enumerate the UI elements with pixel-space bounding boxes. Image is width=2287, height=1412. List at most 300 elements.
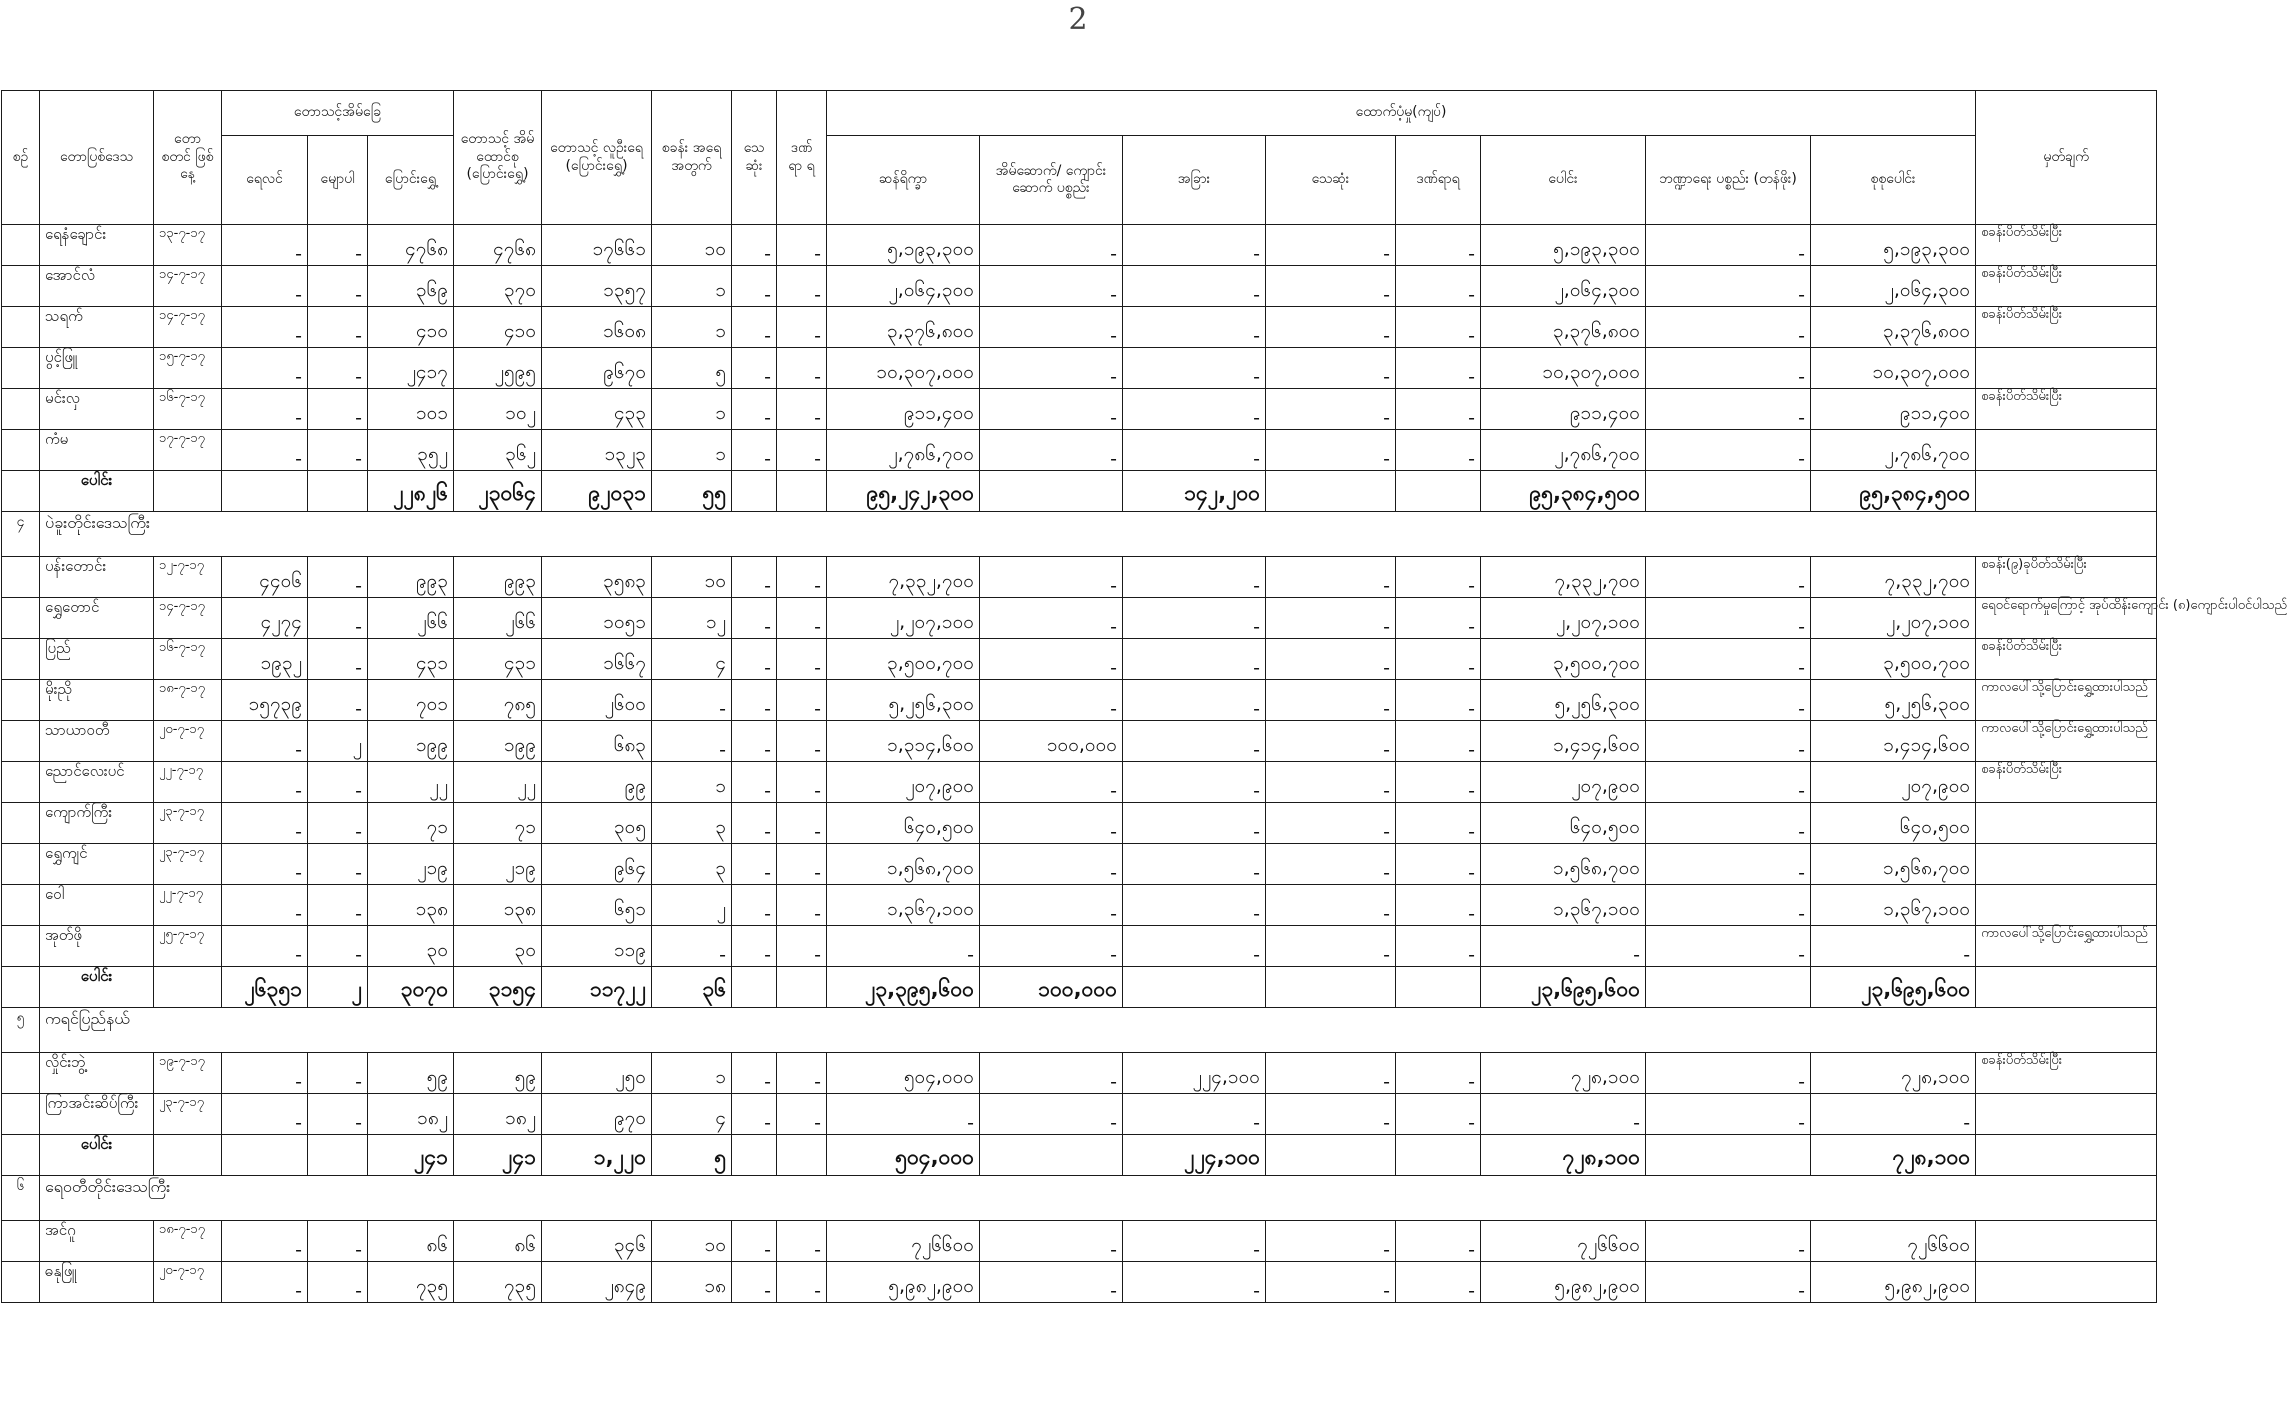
- table-row: [2, 348, 2157, 389]
- cell-a1: ၅၀၄,၀၀၀: [827, 1053, 980, 1094]
- cell-c8: -: [777, 639, 827, 680]
- col-area: တောပြစ်ဒေသ: [40, 91, 154, 225]
- cell-a3: -: [1123, 1221, 1266, 1262]
- total-c6: ၅: [652, 1135, 732, 1176]
- total-c8: [777, 1135, 827, 1176]
- row-remark: [1976, 1094, 2157, 1135]
- cell-c1: -: [222, 389, 308, 430]
- total-a8: ၇၂၈,၁၀၀: [1811, 1135, 1976, 1176]
- col-a: ရေလင်: [222, 136, 308, 225]
- cell-a2: -: [980, 639, 1123, 680]
- relief-table: [1, 90, 2287, 1303]
- row-no: [2, 389, 40, 430]
- cell-a5: -: [1396, 307, 1481, 348]
- cell-a7: -: [1646, 1053, 1811, 1094]
- cell-c2: -: [308, 598, 368, 639]
- cell-a3: -: [1123, 803, 1266, 844]
- row-no: [2, 266, 40, 307]
- row-remark: စခန်းပိတ်သိမ်းပြီး: [1976, 639, 2157, 680]
- total-a2: [980, 471, 1123, 512]
- cell-a1: ၅,၂၅၆,၃၀၀: [827, 680, 980, 721]
- row-no: [2, 885, 40, 926]
- cell-c4: ၈၆: [454, 1221, 542, 1262]
- cell-c7: -: [732, 1094, 777, 1135]
- cell-c8: -: [777, 803, 827, 844]
- cell-a3: -: [1123, 1094, 1266, 1135]
- cell-c5: ၉၉: [542, 762, 652, 803]
- total-remark: [1976, 967, 2157, 1008]
- row-date: ၁၃-၇-၁၇: [154, 225, 222, 266]
- cell-c2: -: [308, 557, 368, 598]
- cell-c6: -: [652, 926, 732, 967]
- cell-c3: ၁၈၂: [368, 1094, 454, 1135]
- table-row: [2, 1053, 2157, 1094]
- table-row: [2, 225, 2157, 266]
- cell-c7: -: [732, 307, 777, 348]
- row-no: [2, 1053, 40, 1094]
- cell-c4: ၁၉၉: [454, 721, 542, 762]
- col-no: စဉ်: [2, 91, 40, 225]
- cell-a8: ၇၂၆၆၀၀: [1811, 1221, 1976, 1262]
- cell-c7: -: [732, 680, 777, 721]
- cell-c6: ၁၀: [652, 225, 732, 266]
- row-date: ၂၂-၇-၁၇: [154, 885, 222, 926]
- cell-c1: -: [222, 721, 308, 762]
- row-remark: [1976, 430, 2157, 471]
- cell-c6: ၁၂: [652, 598, 732, 639]
- cell-a6: -: [1481, 926, 1646, 967]
- col-aid-sum: ပေါင်း: [1481, 136, 1646, 225]
- table-row: [2, 430, 2157, 471]
- cell-a8: -: [1811, 926, 1976, 967]
- total-c4: ၂၃၀၆၄: [454, 471, 542, 512]
- cell-a8: ၅,၉၈၂,၉၀၀: [1811, 1262, 1976, 1303]
- cell-a7: -: [1646, 307, 1811, 348]
- total-c3: ၂၄၁: [368, 1135, 454, 1176]
- table-row: [2, 926, 2157, 967]
- row-no: [2, 348, 40, 389]
- cell-c4: ၁၃၈: [454, 885, 542, 926]
- cell-c3: ၃၀: [368, 926, 454, 967]
- cell-c8: -: [777, 762, 827, 803]
- cell-c8: -: [777, 307, 827, 348]
- row-area: ပွင့်ဖြူ: [40, 348, 154, 389]
- cell-a8: ၆၄၀,၅၀၀: [1811, 803, 1976, 844]
- row-no: [2, 1094, 40, 1135]
- cell-a5: -: [1396, 1221, 1481, 1262]
- total-label: ပေါင်း: [40, 471, 154, 512]
- cell-c1: -: [222, 803, 308, 844]
- group-title: ကရင်ပြည်နယ်: [40, 1008, 2157, 1053]
- cell-c6: ၁: [652, 307, 732, 348]
- total-c3: ၂၂၈၂၆: [368, 471, 454, 512]
- total-remark: [1976, 471, 2157, 512]
- cell-a1: ၂,၂၀၇,၁၀၀: [827, 598, 980, 639]
- row-remark: [1976, 348, 2157, 389]
- cell-a6: ၃,၃၇၆,၈၀၀: [1481, 307, 1646, 348]
- cell-c2: -: [308, 1262, 368, 1303]
- cell-a1: -: [827, 926, 980, 967]
- cell-a3: ၂၂၄,၁၀၀: [1123, 1053, 1266, 1094]
- cell-c5: ၃၅၈၃: [542, 557, 652, 598]
- cell-c3: ၁၀၁: [368, 389, 454, 430]
- cell-c8: -: [777, 225, 827, 266]
- cell-a3: -: [1123, 885, 1266, 926]
- cell-a6: ၇,၃၃၂,၇၀၀: [1481, 557, 1646, 598]
- table-row: [2, 762, 2157, 803]
- row-date: ၁၈-၇-၁၇: [154, 1221, 222, 1262]
- cell-c2: -: [308, 680, 368, 721]
- cell-a2: -: [980, 307, 1123, 348]
- cell-c4: ၂၅၉၅: [454, 348, 542, 389]
- cell-a8: ၂,၂၀၇,၁၀၀: [1811, 598, 1976, 639]
- cell-a7: -: [1646, 680, 1811, 721]
- total-date: [154, 1135, 222, 1176]
- cell-c8: -: [777, 430, 827, 471]
- row-remark: စခန်း(၉)ခုပိတ်သိမ်းပြီး: [1976, 557, 2157, 598]
- cell-c7: -: [732, 266, 777, 307]
- cell-c1: ၄၄၀၆: [222, 557, 308, 598]
- cell-a5: -: [1396, 803, 1481, 844]
- table-row: [2, 844, 2157, 885]
- cell-c8: -: [777, 389, 827, 430]
- cell-a8: ၇၂၈,၁၀၀: [1811, 1053, 1976, 1094]
- cell-c4: ၇၁: [454, 803, 542, 844]
- row-area: ကျောက်ကြီး: [40, 803, 154, 844]
- total-c2: [308, 1135, 368, 1176]
- cell-a8: ၇,၃၃၂,၇၀၀: [1811, 557, 1976, 598]
- cell-a1: ၂,၇၈၆,၇၀၀: [827, 430, 980, 471]
- table-row: [2, 680, 2157, 721]
- cell-a4: -: [1266, 1262, 1396, 1303]
- cell-c4: ၄၁၀: [454, 307, 542, 348]
- cell-c3: ၂၁၉: [368, 844, 454, 885]
- cell-a5: -: [1396, 680, 1481, 721]
- cell-a4: -: [1266, 266, 1396, 307]
- cell-a7: -: [1646, 389, 1811, 430]
- cell-c3: ၇၃၅: [368, 1262, 454, 1303]
- row-area: ရွှေကျင်: [40, 844, 154, 885]
- cell-a2: -: [980, 1221, 1123, 1262]
- cell-a2: -: [980, 1094, 1123, 1135]
- cell-c6: ၁: [652, 1053, 732, 1094]
- row-no: [2, 844, 40, 885]
- cell-a5: -: [1396, 721, 1481, 762]
- cell-c2: -: [308, 1094, 368, 1135]
- cell-a4: -: [1266, 885, 1396, 926]
- cell-c7: -: [732, 225, 777, 266]
- cell-c4: ၂၆၆: [454, 598, 542, 639]
- total-date: [154, 967, 222, 1008]
- cell-c1: -: [222, 1053, 308, 1094]
- cell-a6: ၅,၂၅၆,၃၀၀: [1481, 680, 1646, 721]
- cell-a5: -: [1396, 1053, 1481, 1094]
- cell-a3: -: [1123, 762, 1266, 803]
- cell-c3: ၂၆၆: [368, 598, 454, 639]
- cell-a6: ၃,၅၀၀,၇၀၀: [1481, 639, 1646, 680]
- cell-a2: -: [980, 557, 1123, 598]
- cell-c2: -: [308, 307, 368, 348]
- cell-c7: -: [732, 639, 777, 680]
- table-row: [2, 389, 2157, 430]
- col-burnt-group: တောသင့်အိမ်ခြေ: [222, 91, 454, 136]
- cell-a8: -: [1811, 1094, 1976, 1135]
- row-date: ၂၀-၇-၁၇: [154, 1262, 222, 1303]
- cell-a6: ၆၄၀,၅၀၀: [1481, 803, 1646, 844]
- cell-c4: ၉၉၃: [454, 557, 542, 598]
- cell-c6: -: [652, 721, 732, 762]
- total-no: [2, 967, 40, 1008]
- cell-a6: ၅,၉၈၂,၉၀၀: [1481, 1262, 1646, 1303]
- cell-c5: ၉၆၇၀: [542, 348, 652, 389]
- row-no: [2, 557, 40, 598]
- cell-a7: -: [1646, 721, 1811, 762]
- cell-a3: -: [1123, 680, 1266, 721]
- row-date: ၁၉-၇-၁၇: [154, 1053, 222, 1094]
- cell-c4: ၄၃၁: [454, 639, 542, 680]
- row-remark: စခန်းပိတ်သိမ်းပြီး: [1976, 225, 2157, 266]
- row-remark: ကာလပေါ်သို့ပြောင်းရွှေ့ထားပါသည်: [1976, 721, 2157, 762]
- group-header-row: [2, 1176, 2157, 1221]
- total-c5: ၁၁၇၂၂: [542, 967, 652, 1008]
- col-aid-injured: ဒဏ်ရာရ: [1396, 136, 1481, 225]
- cell-a7: -: [1646, 639, 1811, 680]
- cell-c3: ၃၅၂: [368, 430, 454, 471]
- row-date: ၁၅-၇-၁၇: [154, 348, 222, 389]
- total-no: [2, 1135, 40, 1176]
- total-c2: ၂: [308, 967, 368, 1008]
- col-date: တော စတင် ဖြစ်နေ့: [154, 91, 222, 225]
- col-camps: စခန်း အရေ အတွက်: [652, 91, 732, 225]
- table-row: [2, 598, 2157, 639]
- col-aid-rice: ဆန်ရိက္ခာ: [827, 136, 980, 225]
- row-remark: ကာလပေါ်သို့ပြောင်းရွှေ့ထားပါသည်: [1976, 926, 2157, 967]
- cell-c6: ၂: [652, 885, 732, 926]
- cell-a5: -: [1396, 389, 1481, 430]
- col-population: တောသင့် လူဦးရေ (ပြောင်းရွှေ့): [542, 91, 652, 225]
- cell-a8: ၂,၇၈၆,၇၀၀: [1811, 430, 1976, 471]
- total-label: ပေါင်း: [40, 967, 154, 1008]
- cell-c4: ၃၀: [454, 926, 542, 967]
- total-a7: [1646, 1135, 1811, 1176]
- cell-c1: -: [222, 1221, 308, 1262]
- cell-a2: -: [980, 430, 1123, 471]
- cell-c4: ၁၀၂: [454, 389, 542, 430]
- total-c6: ၃၆: [652, 967, 732, 1008]
- row-remark: [1976, 1221, 2157, 1262]
- table-row: [2, 885, 2157, 926]
- cell-a5: -: [1396, 348, 1481, 389]
- cell-c4: ၇၃၅: [454, 1262, 542, 1303]
- row-area: ပြည်: [40, 639, 154, 680]
- total-a3: [1123, 967, 1266, 1008]
- total-a7: [1646, 967, 1811, 1008]
- cell-c4: ၁၈၂: [454, 1094, 542, 1135]
- row-remark: စခန်းပိတ်သိမ်းပြီး: [1976, 1053, 2157, 1094]
- row-date: ၁၄-၇-၁၇: [154, 598, 222, 639]
- cell-a4: -: [1266, 1094, 1396, 1135]
- group-header-row: [2, 1008, 2157, 1053]
- cell-a4: -: [1266, 348, 1396, 389]
- cell-c6: ၃: [652, 844, 732, 885]
- cell-a5: -: [1396, 1262, 1481, 1303]
- row-area: သရက်: [40, 307, 154, 348]
- cell-c5: ၆၅၁: [542, 885, 652, 926]
- cell-c5: ၂၅၀: [542, 1053, 652, 1094]
- row-date: ၁၄-၇-၁၇: [154, 266, 222, 307]
- cell-c2: -: [308, 1053, 368, 1094]
- total-a7: [1646, 471, 1811, 512]
- cell-c5: ၂၆၀၀: [542, 680, 652, 721]
- cell-a5: -: [1396, 598, 1481, 639]
- row-area: ဓနုဖြူ: [40, 1262, 154, 1303]
- cell-c8: -: [777, 926, 827, 967]
- cell-c7: -: [732, 557, 777, 598]
- cell-c2: -: [308, 430, 368, 471]
- row-no: [2, 307, 40, 348]
- cell-a4: -: [1266, 926, 1396, 967]
- cell-a7: -: [1646, 348, 1811, 389]
- col-aid-group: ထောက်ပံ့မှု(ကျပ်): [827, 91, 1976, 136]
- total-a8: ၂၃,၆၉၅,၆၀၀: [1811, 967, 1976, 1008]
- cell-c1: -: [222, 926, 308, 967]
- total-a6: ၇၂၈,၁၀၀: [1481, 1135, 1646, 1176]
- cell-c2: -: [308, 762, 368, 803]
- cell-a4: -: [1266, 1221, 1396, 1262]
- total-a4: [1266, 1135, 1396, 1176]
- cell-c1: -: [222, 430, 308, 471]
- cell-a6: ၉၁၁,၄၀၀: [1481, 389, 1646, 430]
- total-a4: [1266, 967, 1396, 1008]
- total-c4: ၂၄၁: [454, 1135, 542, 1176]
- cell-c6: ၃: [652, 803, 732, 844]
- col-c: ပြောင်းရွှေ့: [368, 136, 454, 225]
- cell-a5: -: [1396, 844, 1481, 885]
- cell-a4: -: [1266, 721, 1396, 762]
- total-c8: [777, 471, 827, 512]
- cell-c5: ၆၈၃: [542, 721, 652, 762]
- cell-a1: ၂၀၇,၉၀၀: [827, 762, 980, 803]
- cell-c4: ၄၇၆၈: [454, 225, 542, 266]
- cell-c1: -: [222, 762, 308, 803]
- cell-a6: ၂,၀၆၄,၃၀၀: [1481, 266, 1646, 307]
- total-a1: ၅၀၄,၀၀၀: [827, 1135, 980, 1176]
- total-c1: ၂၆၃၅၁: [222, 967, 308, 1008]
- cell-c3: ၁၉၉: [368, 721, 454, 762]
- cell-c8: -: [777, 1053, 827, 1094]
- cell-a5: -: [1396, 1094, 1481, 1135]
- cell-a7: -: [1646, 844, 1811, 885]
- cell-c2: -: [308, 1221, 368, 1262]
- cell-c6: ၁: [652, 266, 732, 307]
- cell-a3: -: [1123, 598, 1266, 639]
- total-c3: ၃၀၇၀: [368, 967, 454, 1008]
- cell-c2: -: [308, 225, 368, 266]
- cell-a1: ၅,၉၈၂,၉၀၀: [827, 1262, 980, 1303]
- cell-c8: -: [777, 1094, 827, 1135]
- cell-a4: -: [1266, 1053, 1396, 1094]
- cell-c5: ၉၆၄: [542, 844, 652, 885]
- cell-a6: ၁,၃၆၇,၁၀၀: [1481, 885, 1646, 926]
- cell-c3: ၄၇၆၈: [368, 225, 454, 266]
- cell-c8: -: [777, 266, 827, 307]
- cell-c8: -: [777, 557, 827, 598]
- group-number: ၆: [2, 1176, 40, 1221]
- cell-c7: -: [732, 598, 777, 639]
- col-aid-other: အခြား: [1123, 136, 1266, 225]
- cell-a3: -: [1123, 348, 1266, 389]
- cell-c3: ၄၁၀: [368, 307, 454, 348]
- row-area: မင်းလှ: [40, 389, 154, 430]
- cell-c3: ၉၉၃: [368, 557, 454, 598]
- cell-c1: -: [222, 844, 308, 885]
- cell-a1: ၉၁၁,၄၀၀: [827, 389, 980, 430]
- cell-c3: ၄၃၁: [368, 639, 454, 680]
- cell-a3: -: [1123, 926, 1266, 967]
- row-date: ၁၄-၇-၁၇: [154, 307, 222, 348]
- cell-a6: ၁,၅၆၈,၇၀၀: [1481, 844, 1646, 885]
- total-c7: [732, 1135, 777, 1176]
- table-row: [2, 307, 2157, 348]
- row-area: အောင်လံ: [40, 266, 154, 307]
- cell-c1: -: [222, 348, 308, 389]
- cell-c5: ၁၆၆၇: [542, 639, 652, 680]
- page-number: 2: [1068, 2, 1088, 37]
- cell-c5: ၉၇၀: [542, 1094, 652, 1135]
- cell-a5: -: [1396, 430, 1481, 471]
- cell-a1: ၅,၁၉၃,၃၀၀: [827, 225, 980, 266]
- cell-c3: ၂၄၁၇: [368, 348, 454, 389]
- row-area: ညောင်လေးပင်: [40, 762, 154, 803]
- row-no: [2, 680, 40, 721]
- cell-a1: ၁,၅၆၈,၇၀၀: [827, 844, 980, 885]
- cell-a2: -: [980, 225, 1123, 266]
- cell-c7: -: [732, 762, 777, 803]
- total-a6: ၂၃,၆၉၅,၆၀၀: [1481, 967, 1646, 1008]
- group-title: ရေဝတီတိုင်းဒေသကြီး: [40, 1176, 2157, 1221]
- cell-c8: -: [777, 721, 827, 762]
- cell-c4: ၃၆၂: [454, 430, 542, 471]
- row-remark: ကာလပေါ်သို့ပြောင်းရွှေ့ထားပါသည်: [1976, 680, 2157, 721]
- cell-c7: -: [732, 389, 777, 430]
- total-c1: [222, 471, 308, 512]
- total-c7: [732, 967, 777, 1008]
- row-area: မိုးညို: [40, 680, 154, 721]
- col-injured: ဒဏ် ရာ ရ: [777, 91, 827, 225]
- cell-c2: -: [308, 803, 368, 844]
- cell-a7: -: [1646, 1262, 1811, 1303]
- cell-c8: -: [777, 1262, 827, 1303]
- cell-a6: ၇၂၆၆၀၀: [1481, 1221, 1646, 1262]
- total-row: [2, 967, 2157, 1008]
- cell-c3: ၂၂: [368, 762, 454, 803]
- cell-c6: ၁: [652, 762, 732, 803]
- row-date: ၁၂-၇-၁၇: [154, 557, 222, 598]
- row-remark: ရေဝင်ရောက်မှုကြောင့် အုပ်ထိန်းကျောင်း (၈)ကျောင်းပါဝင်ပါသည်: [1976, 598, 2157, 639]
- cell-a1: ၃,၃၇၆,၈၀၀: [827, 307, 980, 348]
- cell-a6: ၇၂၈,၁၀၀: [1481, 1053, 1646, 1094]
- row-date: ၁၇-၇-၁၇: [154, 430, 222, 471]
- cell-c2: ၂: [308, 721, 368, 762]
- table-row: [2, 639, 2157, 680]
- total-a3: ၂၂၄,၁၀၀: [1123, 1135, 1266, 1176]
- row-area: အင်ဂူ: [40, 1221, 154, 1262]
- cell-c7: -: [732, 1221, 777, 1262]
- total-a6: ၉၅,၃၈၄,၅၀၀: [1481, 471, 1646, 512]
- total-a1: ၉၅,၂၄၂,၃၀၀: [827, 471, 980, 512]
- cell-a7: -: [1646, 885, 1811, 926]
- cell-c5: ၄၃၃: [542, 389, 652, 430]
